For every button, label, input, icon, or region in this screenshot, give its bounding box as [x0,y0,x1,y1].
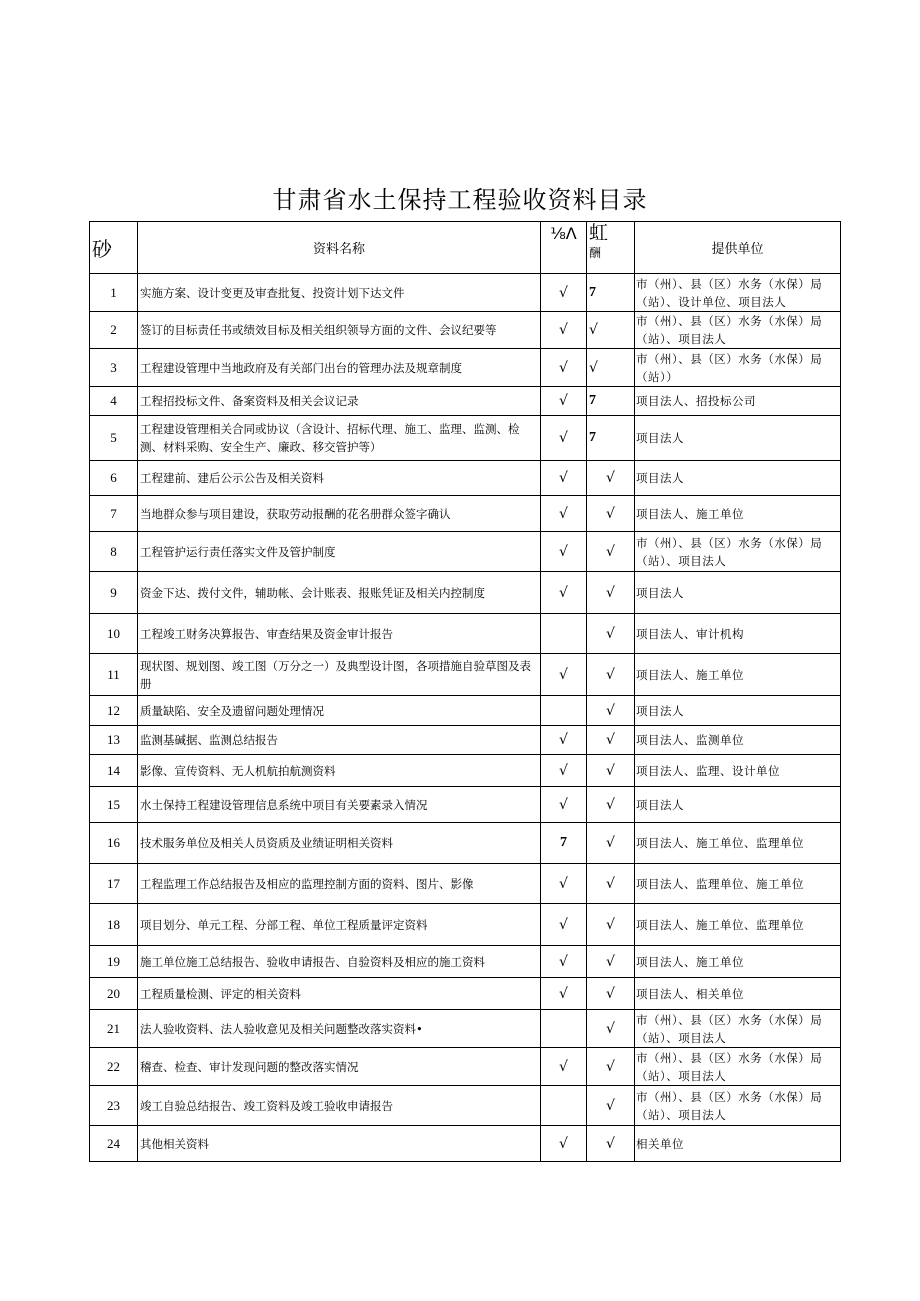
row-number: 4 [90,387,138,416]
table-row [90,787,841,823]
check-mark-1: √ [541,1048,587,1086]
document-name: 工程质量检测、评定的相关资料 [138,978,541,1010]
provider-unit: 项目法人 [635,461,841,496]
document-name: 现状图、规划图、竣工图（万分之一）及典型设计图，各项措施自验草图及表册 [138,654,541,696]
header-mark2-top: 虹 [589,222,609,244]
document-name: 其他相关资料 [138,1126,541,1162]
check-mark-2: √ [587,654,635,696]
document-name: 资金下达、拨付文件，辅助帐、会计账表、报账凭证及相关内控制度 [138,572,541,614]
check-mark-1: √ [541,349,587,387]
table-row [90,864,841,904]
document-name: 实施方案、设计变更及审查批复、投资计划下达文件 [138,274,541,312]
table-row [90,946,841,978]
row-number: 15 [90,787,138,823]
header-name: 资料名称 [138,222,541,274]
row-number: 22 [90,1048,138,1086]
table-row [90,349,841,387]
provider-unit: 项目法人 [635,416,841,461]
row-number: 18 [90,904,138,946]
provider-unit: 项目法人 [635,787,841,823]
header-unit: 提供单位 [635,222,841,274]
row-number: 17 [90,864,138,904]
check-mark-2: √ [587,1086,635,1126]
check-mark-2: √ [587,572,635,614]
table-row [90,904,841,946]
provider-unit: 市（州）、县（区）水务（水保）局（站）、项目法人 [635,312,841,349]
check-mark-2: √ [587,904,635,946]
check-mark-1 [541,1010,587,1048]
provider-unit: 项目法人、招投标公司 [635,387,841,416]
row-number: 1 [90,274,138,312]
row-number: 19 [90,946,138,978]
check-mark-2: √ [587,349,635,387]
table-row [90,726,841,755]
row-number: 13 [90,726,138,755]
check-mark-1 [541,1086,587,1126]
provider-unit: 项目法人、施工单位、监理单位 [635,904,841,946]
check-mark-1: √ [541,978,587,1010]
row-number: 16 [90,823,138,864]
check-mark-1: √ [541,864,587,904]
document-name: 当地群众参与项目建设，获取劳动报酬的花名册群众签字确认 [138,496,541,532]
check-mark-1: √ [541,532,587,572]
row-number: 8 [90,532,138,572]
document-name: 质量缺陷、安全及遗留问题处理情况 [138,696,541,726]
table-row [90,978,841,1010]
check-mark-1: √ [541,416,587,461]
check-mark-2: √ [587,461,635,496]
header-mark2 [587,222,635,274]
provider-unit: 项目法人、施工单位 [635,654,841,696]
table-row [90,461,841,496]
document-name: 技术服务单位及相关人员资质及业绩证明相关资料 [138,823,541,864]
table-row [90,496,841,532]
provider-unit: 项目法人、相关单位 [635,978,841,1010]
check-mark-1: √ [541,312,587,349]
row-number: 3 [90,349,138,387]
provider-unit: 项目法人、监理单位、施工单位 [635,864,841,904]
table-row [90,755,841,787]
provider-unit: 项目法人、监测单位 [635,726,841,755]
provider-unit: 项目法人、施工单位 [635,496,841,532]
table-row [90,274,841,312]
check-mark-2: √ [587,787,635,823]
check-mark-2: √ [587,614,635,654]
document-name: 稽查、检查、审计发现问题的整改落实情况 [138,1048,541,1086]
document-name: 水土保持工程建设管理信息系统中项目有关要素录入情况 [138,787,541,823]
provider-unit: 项目法人 [635,696,841,726]
document-name: 工程建设管理中当地政府及有关部门出台的管理办法及规章制度 [138,349,541,387]
provider-unit: 项目法人、施工单位、监理单位 [635,823,841,864]
check-mark-2: √ [587,755,635,787]
check-mark-2: 7 [587,274,635,312]
check-mark-2: √ [587,496,635,532]
row-number: 20 [90,978,138,1010]
provider-unit: 项目法人 [635,572,841,614]
row-number: 2 [90,312,138,349]
provider-unit: 市（州）、县（区）水务（水保）局（站）、项目法人 [635,1086,841,1126]
row-number: 11 [90,654,138,696]
check-mark-2: √ [587,978,635,1010]
catalog-table [89,221,841,1162]
check-mark-1: √ [541,387,587,416]
table-row [90,1126,841,1162]
check-mark-2: √ [587,864,635,904]
row-number: 7 [90,496,138,532]
document-name: 影像、宣传资料、无人机航拍航测资料 [138,755,541,787]
document-name: 施工单位施工总结报告、验收申请报告、自验资料及相应的施工资料 [138,946,541,978]
check-mark-2: √ [587,696,635,726]
row-number: 9 [90,572,138,614]
document-name: 工程招投标文件、备案资料及相关会议记录 [138,387,541,416]
check-mark-2: √ [587,1010,635,1048]
check-mark-1: √ [541,1126,587,1162]
table-row [90,823,841,864]
row-number: 24 [90,1126,138,1162]
document-name: 工程建前、建后公示公告及相关资料 [138,461,541,496]
table-row [90,696,841,726]
table-row [90,614,841,654]
table-row [90,572,841,614]
check-mark-1: √ [541,787,587,823]
provider-unit: 项目法人、监理、设计单位 [635,755,841,787]
document-name: 工程建设管理相关合同或协议（含设计、招标代理、施工、监理、监测、检测、材料采购、安全生产、廉政、移交管护等） [138,416,541,461]
table-row [90,387,841,416]
check-mark-2: 7 [587,416,635,461]
header-seq: 砂 [90,222,138,274]
check-mark-1: √ [541,726,587,755]
check-mark-2: √ [587,823,635,864]
check-mark-2: √ [587,1126,635,1162]
table-row [90,532,841,572]
header-row [90,222,841,274]
check-mark-1 [541,614,587,654]
document-name: 工程管护运行责任落实文件及管护制度 [138,532,541,572]
document-name: 工程竣工财务决算报告、审查结果及资金审计报告 [138,614,541,654]
provider-unit: 相关单位 [635,1126,841,1162]
check-mark-1 [541,696,587,726]
provider-unit: 市（州）、县（区）水务（水保）局（站）、项目法人 [635,1048,841,1086]
check-mark-2: 7 [587,387,635,416]
check-mark-2: √ [587,1048,635,1086]
table-row [90,1010,841,1048]
row-number: 5 [90,416,138,461]
check-mark-2: √ [587,946,635,978]
catalog-body [90,274,841,1162]
table-row [90,1086,841,1126]
check-mark-1: 7 [541,823,587,864]
check-mark-2: √ [587,532,635,572]
row-number: 10 [90,614,138,654]
provider-unit: 市（州）、县（区）水务（水保）局（站）、项目法人 [635,532,841,572]
table-row [90,416,841,461]
document-name: 竣工自验总结报告、竣工资料及竣工验收申请报告 [138,1086,541,1126]
check-mark-1: √ [541,755,587,787]
check-mark-1: √ [541,274,587,312]
row-number: 21 [90,1010,138,1048]
provider-unit: 市（州）、县（区）水务（水保）局（站）、项目法人 [635,1010,841,1048]
document-name: 法人验收资料、法人验收意见及相关问题整改落实资料• [138,1010,541,1048]
check-mark-2: √ [587,312,635,349]
document-name: 监测基碱据、监测总结报告 [138,726,541,755]
row-number: 14 [90,755,138,787]
row-number: 6 [90,461,138,496]
check-mark-1: √ [541,946,587,978]
document-name: 签订的目标责任书或绩效目标及相关组织领导方面的文件、会议纪要等 [138,312,541,349]
check-mark-1: √ [541,904,587,946]
row-number: 23 [90,1086,138,1126]
check-mark-1: √ [541,461,587,496]
provider-unit: 项目法人、施工单位 [635,946,841,978]
provider-unit: 市（州）、县（区）水务（水保）局（站）） [635,349,841,387]
table-row [90,654,841,696]
provider-unit: 项目法人、审计机构 [635,614,841,654]
row-number: 12 [90,696,138,726]
header-mark2-bottom: 酬 [589,246,602,260]
check-mark-1: √ [541,496,587,532]
check-mark-2: √ [587,726,635,755]
table-row [90,312,841,349]
document-name: 工程监理工作总结报告及相应的监理控制方面的资料、图片、影像 [138,864,541,904]
table-row [90,1048,841,1086]
document-name: 项目划分、单元工程、分部工程、单位工程质量评定资料 [138,904,541,946]
provider-unit: 市（州）、县（区）水务（水保）局（站）、设计单位、项目法人 [635,274,841,312]
check-mark-1: √ [541,572,587,614]
document-title: 甘肃省水土保持工程验收资料目录 [272,186,648,214]
check-mark-1: √ [541,654,587,696]
header-mark1: ⅛Λ [541,222,587,274]
